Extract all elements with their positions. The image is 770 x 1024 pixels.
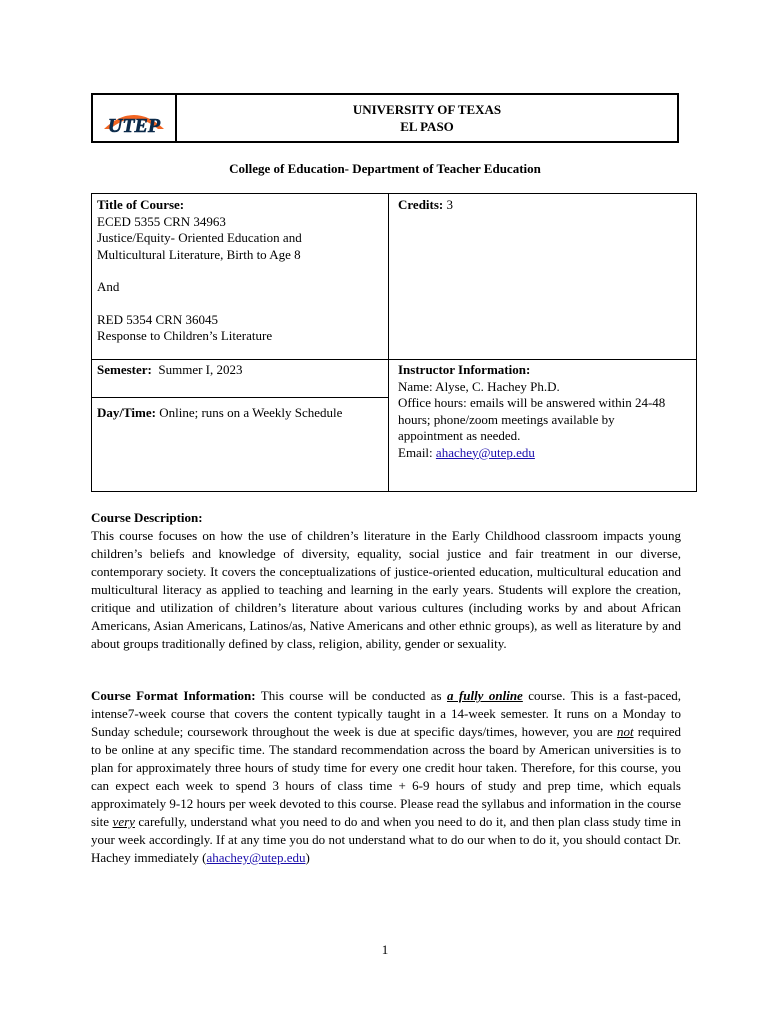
course-format-part1: This course will be conducted as [255,688,447,703]
course1-name-line2: Multicultural Literature, Birth to Age 8 [97,246,301,262]
instructor-name: Name: Alyse, C. Hachey Ph.D. [398,378,560,394]
course-format-section [91,687,681,867]
course-format-email-link[interactable]: ahachey@utep.edu [206,850,306,865]
credits-label: Credits: [398,197,444,212]
table-divider-h2 [92,397,388,398]
course-info-table [91,193,697,492]
instructor-label: Instructor Information: [398,362,531,377]
course-description-text: This course focuses on how the use of children’s literature in the Early Childhood classroom impacts young children’s beliefs and knowledge of diversity, equality, social justice and fair treatment in our diverse, contemporary society. It covers the conceptualizations of justice-oriented education, multicultural education and multicultural literacy as applied to teaching and learning in the early years. Students will explore the creation, critique and utilization of children’s literature about various cultures (including works by and about African Americans, Asian Americans, Latinos/as, Native Americans and other ethnic groups), as well as literature by and about groups traditionally defined by class, religion, ability, gender or sexuality. [91,528,681,651]
title-of-course-cell [97,197,382,345]
course-format-emph-very: very [112,814,135,829]
course-format-emph-fully-online: a fully online [447,688,523,703]
table-divider-h1 [92,359,697,360]
course-description-section [91,509,681,653]
course1-code: ECED 5355 CRN 34963 [97,213,226,229]
instructor-email-link[interactable]: ahachey@utep.edu [435,444,535,460]
course-format-part4: carefully, understand what you need to do and when you need to do it, and then plan class study time in your week accordingly. If at any time you do not understand what to do our when to do it, you should contact Dr. Hachey immediately ( [91,814,681,865]
semester-cell [97,362,243,379]
svg-text:UTEP: UTEP [107,115,161,137]
course-format-part2: course. This is a fast-paced, intense7-week course that covers the content typically taught in a 14-week semester. It runs on a Monday to Sunday schedule; coursework throughout the week is due at specific days/times, however, you are [91,688,681,739]
course-format-emph-not: not [616,724,634,739]
table-divider-vertical [388,194,389,491]
daytime-label: Day/Time: [97,405,156,420]
utep-logo [93,95,177,141]
course-description-heading: Course Description: [91,510,203,525]
office-hours-line1: Office hours: emails will be answered within 24-48 [398,395,666,410]
course1-name-line1: Justice/Equity- Oriented Education and [97,230,302,245]
course-format-heading: Course Format Information: [91,688,256,703]
page-number: 1 [381,942,389,957]
header-box [91,93,679,143]
credits-value: 3 [446,197,454,212]
course-format-part5: ) [305,850,310,865]
office-hours-line3: appointment as needed. [398,428,521,443]
course2-code: RED 5354 CRN 36045 [97,311,218,327]
daytime-value: Online; runs on a Weekly Schedule [159,405,343,420]
credits-cell [398,197,453,214]
course-format-part3: required to be online at any specific time. The standard recommendation across the board by American universities is to plan for approximately three hours of study time for every one credit hour taken. Therefore, for this course, you can expect each week to spend 3 hours of class time + 6-9 hours of study and prep time, which equals approximately 9-12 hours per week devoted to this course. Please read the syllabus and information in the course site [91,724,682,829]
university-line1: UNIVERSITY OF TEXAS [352,102,502,117]
email-label: Email: [398,444,433,460]
semester-label: Semester: [97,362,152,377]
utep-logo-icon [100,99,168,137]
semester-value: Summer I, 2023 [158,362,243,377]
university-line2: EL PASO [400,119,454,134]
university-name [177,95,677,141]
and-text: And [97,279,120,294]
title-label: Title of Course: [97,197,185,212]
instructor-cell [398,362,694,461]
office-hours-line2: hours; phone/zoom meetings available by [398,411,615,427]
course2-name: Response to Children’s Literature [97,328,273,343]
college-heading: College of Education- Department of Teacher Education [229,161,541,176]
daytime-cell [97,405,342,422]
